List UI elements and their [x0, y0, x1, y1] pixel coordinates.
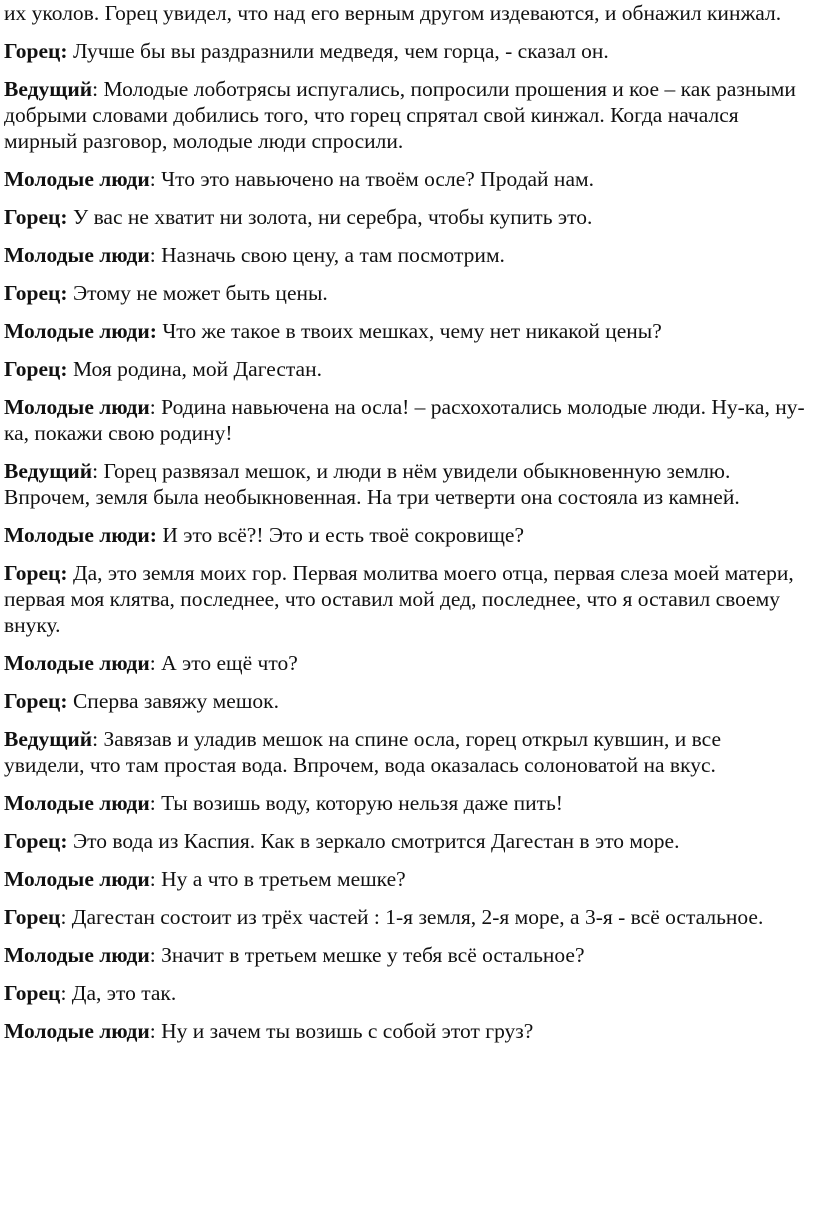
- speaker-label: Молодые люди: [4, 167, 150, 191]
- paragraph-text: Молодые лоботрясы испугались, попросили прошения и кое – как разными добрыми словами добились того, что горец спрятал свой кинжал. Когда начался мирный разговор, молодые люди спросили.: [4, 77, 796, 153]
- speaker-label: Горец: [4, 981, 61, 1005]
- speaker-label: Горец:: [4, 39, 68, 63]
- paragraph: [4, 280, 806, 306]
- paragraph-text: Ну а что в третьем мешке?: [161, 867, 406, 891]
- speaker-label: Молодые люди: [4, 943, 150, 967]
- paragraph: [4, 38, 806, 64]
- paragraph-text: У вас не хватит ни золота, ни серебра, чтобы купить это.: [72, 205, 593, 229]
- paragraph: [4, 790, 806, 816]
- speaker-label: Молодые люди: [4, 651, 150, 675]
- speaker-label: Горец:: [4, 829, 68, 853]
- speaker-separator: :: [149, 867, 162, 891]
- speaker-separator: :: [149, 167, 162, 191]
- speaker-separator: :: [149, 791, 162, 815]
- paragraph-text: А это ещё что?: [161, 651, 298, 675]
- speaker-label: Молодые люди: [4, 243, 150, 267]
- paragraph-text: Лучше бы вы раздразнили медведя, чем горца, - сказал он.: [72, 39, 609, 63]
- paragraph-text: Сперва завяжу мешок.: [72, 689, 279, 713]
- speaker-separator: :: [92, 77, 104, 101]
- paragraph-text: Да, это земля моих гор. Первая молитва моего отца, первая слеза моей матери, первая моя клятва, последнее, что оставил мой дед, последнее, что я оставил своему внуку.: [4, 561, 794, 637]
- speaker-label: Горец:: [4, 205, 68, 229]
- paragraph: [4, 394, 806, 446]
- paragraph: [4, 688, 806, 714]
- speaker-label: Горец: [4, 905, 61, 929]
- paragraph-text: Да, это так.: [71, 981, 177, 1005]
- paragraph-text: Что же такое в твоих мешках, чему нет никакой цены?: [162, 319, 662, 343]
- speaker-separator: :: [149, 651, 162, 675]
- paragraph-text: Дагестан состоит из трёх частей : 1-я земля, 2-я море, а 3-я - всё остальное.: [71, 905, 764, 929]
- paragraph-text: Что это навьючено на твоём осле? Продай нам.: [161, 167, 594, 191]
- paragraph-text: Моя родина, мой Дагестан.: [72, 357, 322, 381]
- speaker-label: Ведущий: [4, 77, 93, 101]
- paragraph-text: Завязав и уладив мешок на спине осла, горец открыл кувшин, и все увидели, что там простая вода. Впрочем, вода оказалась солоноватой на вкус.: [4, 727, 722, 777]
- speaker-separator: :: [92, 459, 104, 483]
- paragraph: [4, 318, 806, 344]
- paragraph: [4, 1018, 806, 1044]
- paragraph: [4, 204, 806, 230]
- paragraph-text: Значит в третьем мешке у тебя всё остальное?: [161, 943, 585, 967]
- paragraph: [4, 458, 806, 510]
- speaker-label: Молодые люди: [4, 395, 150, 419]
- speaker-label: Молодые люди: [4, 867, 150, 891]
- paragraph: [4, 942, 806, 968]
- paragraph-text: Ну и зачем ты возишь с собой этот груз?: [161, 1019, 534, 1043]
- paragraph: [4, 980, 806, 1006]
- paragraph: [4, 242, 806, 268]
- speaker-separator: :: [92, 727, 104, 751]
- paragraph: [4, 166, 806, 192]
- speaker-label: Горец:: [4, 357, 68, 381]
- paragraph-text: Это вода из Каспия. Как в зеркало смотрится Дагестан в это море.: [72, 829, 680, 853]
- paragraph: [4, 0, 806, 26]
- speaker-label: Молодые люди: [4, 1019, 150, 1043]
- paragraph-text: Ты возишь воду, которую нельзя даже пить!: [161, 791, 563, 815]
- paragraph-text: Горец развязал мешок, и люди в нём увидели обыкновенную землю. Впрочем, земля была необыкновенная. На три четверти она состояла из камней.: [4, 459, 740, 509]
- speaker-separator: :: [149, 1019, 162, 1043]
- paragraph: [4, 76, 806, 154]
- paragraph: [4, 904, 806, 930]
- speaker-separator: :: [149, 943, 162, 967]
- paragraph-text: Назначь свою цену, а там посмотрим.: [161, 243, 505, 267]
- speaker-label: Молодые люди:: [4, 523, 157, 547]
- speaker-label: Молодые люди: [4, 791, 150, 815]
- speaker-label: Горец:: [4, 281, 68, 305]
- speaker-separator: :: [60, 905, 72, 929]
- paragraph: [4, 560, 806, 638]
- paragraph-text: И это всё?! Это и есть твоё сокровище?: [162, 523, 524, 547]
- paragraph-text: их уколов. Горец увидел, что над его верным другом издеваются, и обнажил кинжал.: [4, 1, 782, 25]
- speaker-label: Горец:: [4, 561, 68, 585]
- paragraph: [4, 726, 806, 778]
- speaker-separator: :: [149, 395, 162, 419]
- paragraph-text: Родина навьючена на осла! – расхохотались молодые люди. Ну-ка, ну-ка, покажи свою родину!: [4, 395, 805, 445]
- paragraph: [4, 828, 806, 854]
- speaker-separator: :: [149, 243, 162, 267]
- speaker-label: Горец:: [4, 689, 68, 713]
- speaker-label: Ведущий: [4, 727, 93, 751]
- paragraph: [4, 650, 806, 676]
- paragraph-text: Этому не может быть цены.: [72, 281, 328, 305]
- paragraph: [4, 866, 806, 892]
- speaker-label: Молодые люди:: [4, 319, 157, 343]
- paragraph: [4, 356, 806, 382]
- speaker-label: Ведущий: [4, 459, 93, 483]
- paragraph: [4, 522, 806, 548]
- speaker-separator: :: [60, 981, 72, 1005]
